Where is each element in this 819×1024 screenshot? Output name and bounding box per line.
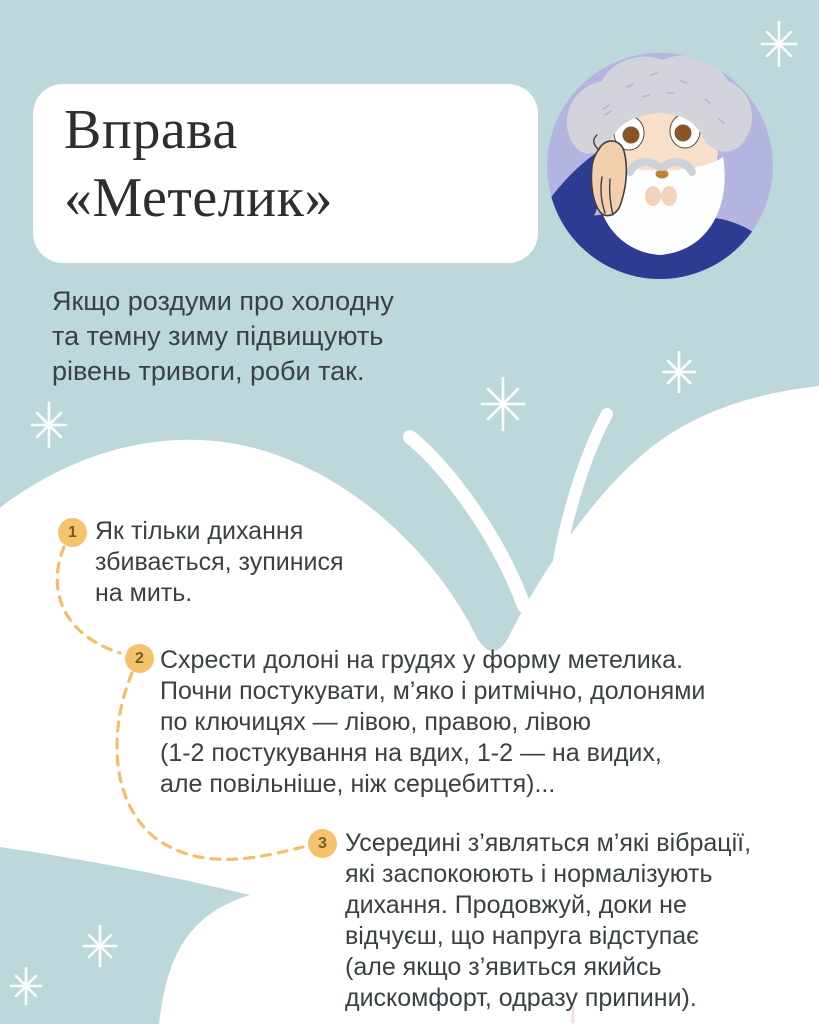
- intro-line: Якщо роздуми про холодну: [52, 286, 394, 316]
- step-text-line: які заспокоюють і нормалізують: [345, 860, 713, 888]
- sparkle-icon: [32, 403, 66, 447]
- sparkle-icon: [11, 968, 41, 1004]
- sparkle-icon: [482, 378, 524, 430]
- step-text-line: відчуєш, що напруга відступає: [345, 922, 699, 950]
- step-text-line: дискомфорт, одразу припини).: [345, 984, 697, 1012]
- step-text-line: Схрести долоні на грудях у форму метелика.: [160, 646, 684, 674]
- step-text-line: але повільніше, ніж серцебиття)...: [160, 770, 556, 798]
- page-title: [64, 96, 333, 232]
- intro-text: [52, 284, 394, 389]
- elderly-man-illustration-icon: [547, 53, 773, 279]
- avatar: [547, 53, 773, 279]
- step-1-text: [95, 516, 344, 609]
- step-1-badge: 1: [58, 518, 87, 547]
- step-text-line: (1-2 постукування на вдих, 1-2 — на видих,: [160, 739, 662, 767]
- step-text-line: Як тільки дихання: [95, 517, 304, 545]
- step-2-text: [160, 645, 705, 800]
- sparkle-icon: [663, 352, 695, 392]
- step-3-text: [345, 828, 751, 1014]
- step-text-line: Почни постукувати, м’яко і ритмічно, долонями: [160, 677, 706, 705]
- step-text-line: (але якщо з’явиться якийсь: [345, 953, 662, 981]
- step-text-line: на мить.: [95, 579, 193, 607]
- sparkle-icon: [84, 926, 116, 966]
- step-text-line: Усередині з’являться м’які вібрації,: [345, 829, 752, 857]
- intro-line: рівень тривоги, роби так.: [52, 356, 365, 386]
- step-3-badge: 3: [308, 829, 337, 858]
- step-text-line: дихання. Продовжуй, доки не: [345, 891, 687, 919]
- step-2-badge: 2: [125, 644, 154, 673]
- intro-line: та темну зиму підвищують: [52, 321, 384, 351]
- step-text-line: збивається, зупинися: [95, 548, 344, 576]
- page-title-line1: Вправа: [64, 99, 238, 161]
- page-title-line2: «Метелик»: [64, 167, 333, 229]
- step-text-line: по ключицях — лівою, правою, лівою: [160, 708, 592, 736]
